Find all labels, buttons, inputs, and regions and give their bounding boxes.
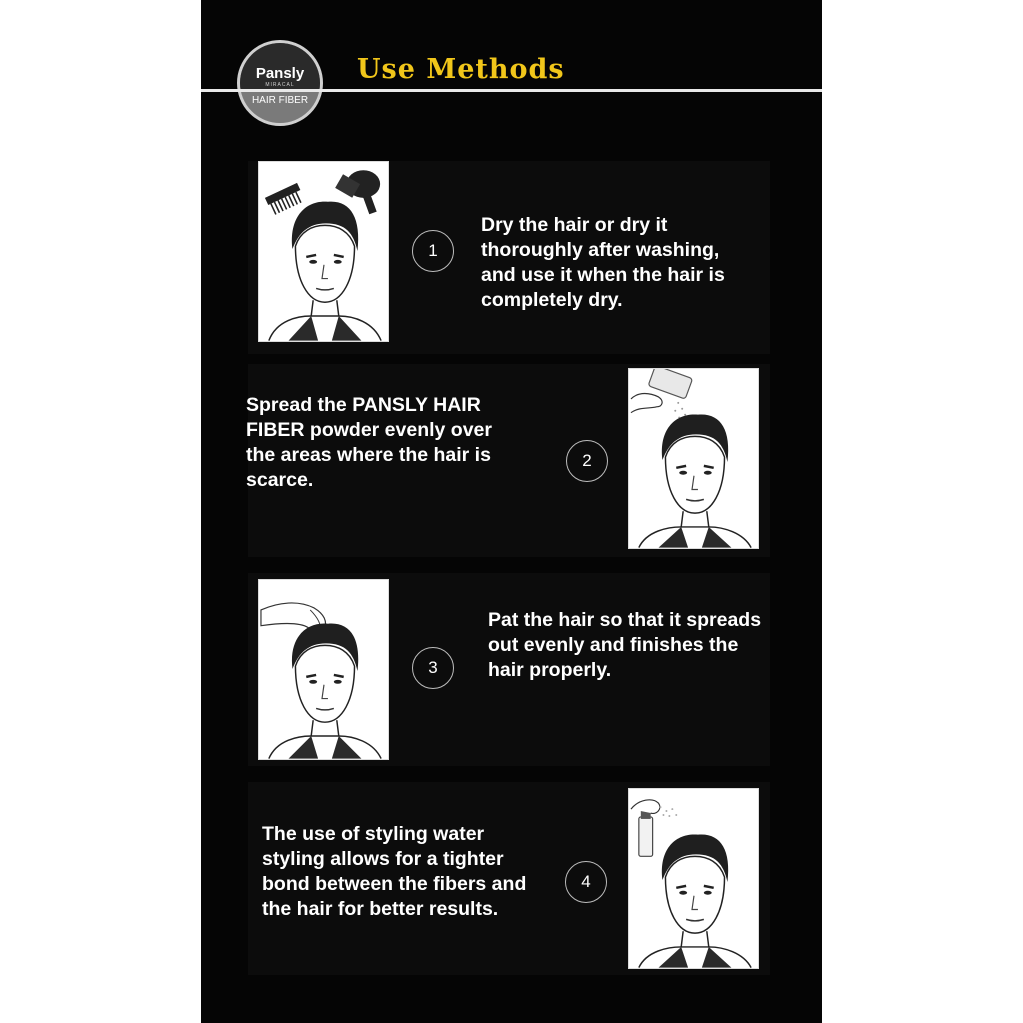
step-3: [248, 573, 770, 766]
logo-brand: Pansly: [255, 65, 305, 82]
header-divider: [201, 89, 822, 92]
step-2-text: Spread the PANSLY HAIR FIBER powder evenly over the areas where the hair is scarce.: [246, 394, 492, 491]
step-4-text: The use of styling water styling allows for a tighter bond between the fibers and the hair for better results.: [262, 823, 527, 920]
step-1-illustration: [258, 161, 389, 342]
step-2-number: 2: [566, 440, 608, 482]
step-4-number: 4: [565, 861, 607, 903]
face-with-powder-bottle-icon: [629, 369, 758, 548]
face-with-comb-and-hairdryer-icon: [259, 162, 388, 341]
logo-product: HAIR FIBER: [251, 95, 309, 106]
face-with-spray-bottle-icon: [629, 789, 758, 968]
step-4: [248, 782, 770, 975]
step-1: [248, 161, 770, 354]
step-2-illustration: [628, 368, 759, 549]
logo-subbrand: MIRACAL: [265, 82, 295, 88]
face-with-patting-hand-icon: [259, 580, 388, 759]
instruction-panel: [201, 0, 822, 1023]
page-title: Use Methods: [357, 54, 565, 85]
step-3-text: Pat the hair so that it spreads out evenly and finishes the hair properly.: [488, 609, 762, 681]
step-1-number: 1: [412, 230, 454, 272]
step-3-number: 3: [412, 647, 454, 689]
brand-logo: [237, 40, 323, 126]
step-2: [248, 364, 770, 557]
step-1-text: Dry the hair or dry it thoroughly after washing, and use it when the hair is completely dry.: [481, 214, 725, 311]
step-3-illustration: [258, 579, 389, 760]
step-4-illustration: [628, 788, 759, 969]
